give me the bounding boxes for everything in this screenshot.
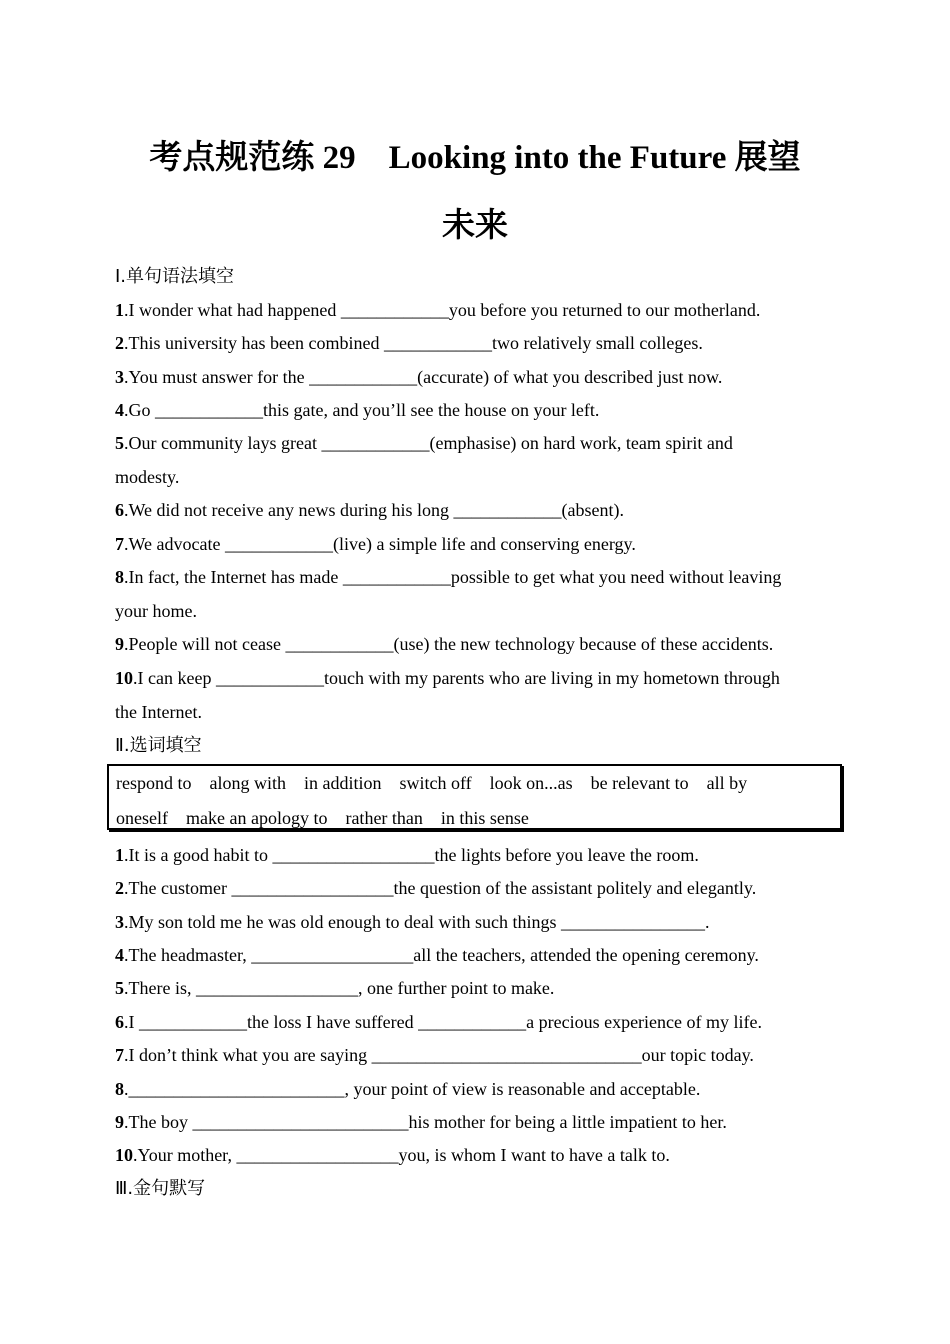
item-number: 10 bbox=[115, 668, 133, 688]
item-number: 8 bbox=[115, 1079, 124, 1099]
item-number: 4 bbox=[115, 945, 124, 965]
item-number: 1 bbox=[115, 300, 124, 320]
item-text: .You must answer for the ____________(accurate) of what you described just now. bbox=[124, 367, 723, 387]
item-text: .The customer __________________the question of the assistant politely and elegantly. bbox=[124, 878, 757, 898]
item-number: 5 bbox=[115, 433, 124, 453]
item-number: 9 bbox=[115, 1112, 124, 1132]
word-bank-line-1 bbox=[116, 771, 765, 795]
s2-item-7 bbox=[115, 1043, 754, 1067]
word-bank-phrase: in addition bbox=[304, 773, 382, 793]
word-bank-phrase: look on...as bbox=[489, 773, 573, 793]
item-number: 4 bbox=[115, 400, 124, 420]
item-number: 2 bbox=[115, 878, 124, 898]
item-text: .________________________, your point of view is reasonable and acceptable. bbox=[124, 1079, 701, 1099]
word-bank-phrase: make an apology to bbox=[185, 808, 328, 828]
item-text: .We did not receive any news during his long ____________(absent). bbox=[124, 500, 624, 520]
item-text: .I ____________the loss I have suffered ____________a precious experience of my life. bbox=[124, 1012, 762, 1032]
s1-item-3 bbox=[115, 365, 722, 389]
s2-item-2 bbox=[115, 876, 756, 900]
item-text: .Your mother, __________________you, is whom I want to have a talk to. bbox=[133, 1145, 670, 1165]
item-number: 7 bbox=[115, 1045, 124, 1065]
word-bank-phrase: along with bbox=[209, 773, 286, 793]
item-number: 2 bbox=[115, 333, 124, 353]
s1-item-7 bbox=[115, 532, 636, 556]
page-title-continued: 未来 bbox=[442, 208, 508, 244]
s2-item-6 bbox=[115, 1010, 762, 1034]
item-text: .Our community lays great ____________(emphasise) on hard work, team spirit and bbox=[124, 433, 733, 453]
item-number: 3 bbox=[115, 912, 124, 932]
item-text: .The boy ________________________his mother for being a little impatient to her. bbox=[124, 1112, 727, 1132]
item-number: 6 bbox=[115, 500, 124, 520]
item-text: .We advocate ____________(live) a simple life and conserving energy. bbox=[124, 534, 636, 554]
word-bank-phrase: all by bbox=[706, 773, 748, 793]
section-2-heading: Ⅱ.选词填空 bbox=[115, 735, 202, 756]
item-text: .I don’t think what you are saying ______________________________our topic today. bbox=[124, 1045, 754, 1065]
word-bank-phrase: be relevant to bbox=[590, 773, 689, 793]
item-number: 10 bbox=[115, 1145, 133, 1165]
word-bank-phrase: rather than bbox=[345, 808, 423, 828]
s2-item-10 bbox=[115, 1143, 670, 1167]
word-bank-phrase: respond to bbox=[116, 773, 192, 793]
section-1-heading: Ⅰ.单句语法填空 bbox=[115, 266, 235, 287]
word-bank-phrase: switch off bbox=[399, 773, 472, 793]
item-number: 7 bbox=[115, 534, 124, 554]
item-text: .In fact, the Internet has made ____________possible to get what you need without leaving bbox=[124, 567, 782, 587]
item-text: .It is a good habit to __________________the lights before you leave the room. bbox=[124, 845, 699, 865]
s1-item-6 bbox=[115, 498, 624, 522]
item-text: .I wonder what had happened ____________you before you returned to our motherland. bbox=[124, 300, 761, 320]
s2-item-3 bbox=[115, 910, 709, 934]
item-text: .There is, __________________, one further point to make. bbox=[124, 978, 555, 998]
s2-item-5 bbox=[115, 976, 554, 1000]
word-bank-box bbox=[107, 764, 842, 830]
page-title: 考点规范练 29 Looking into the Future 展望 bbox=[149, 140, 801, 176]
item-text: .The headmaster, __________________all the teachers, attended the opening ceremony. bbox=[124, 945, 759, 965]
item-text: .I can keep ____________touch with my parents who are living in my hometown through bbox=[133, 668, 780, 688]
s2-item-9 bbox=[115, 1110, 727, 1134]
s2-item-1 bbox=[115, 843, 699, 867]
s1-item-10 bbox=[115, 666, 780, 690]
item-text: .People will not cease ____________(use) the new technology because of these accidents. bbox=[124, 634, 774, 654]
item-number: 8 bbox=[115, 567, 124, 587]
s1-item-5 bbox=[115, 431, 733, 455]
item-text: .My son told me he was old enough to deal with such things ________________. bbox=[124, 912, 710, 932]
s2-item-8 bbox=[115, 1077, 700, 1101]
s1-item-10-continued: the Internet. bbox=[115, 702, 202, 722]
s1-item-1 bbox=[115, 298, 760, 322]
s1-item-9 bbox=[115, 632, 773, 656]
section-3-heading: Ⅲ.金句默写 bbox=[115, 1178, 206, 1199]
item-text: .Go ____________this gate, and you’ll see the house on your left. bbox=[124, 400, 600, 420]
word-bank-line-2 bbox=[116, 806, 547, 830]
item-number: 9 bbox=[115, 634, 124, 654]
s1-item-4 bbox=[115, 398, 599, 422]
item-number: 1 bbox=[115, 845, 124, 865]
s1-item-8 bbox=[115, 565, 781, 589]
item-number: 5 bbox=[115, 978, 124, 998]
s1-item-2 bbox=[115, 331, 703, 355]
item-number: 6 bbox=[115, 1012, 124, 1032]
s2-item-4 bbox=[115, 943, 759, 967]
item-text: .This university has been combined ____________two relatively small colleges. bbox=[124, 333, 703, 353]
word-bank-phrase: in this sense bbox=[440, 808, 529, 828]
s1-item-5-continued: modesty. bbox=[115, 467, 180, 487]
word-bank-phrase: oneself bbox=[116, 808, 168, 828]
s1-item-8-continued: your home. bbox=[115, 601, 197, 621]
item-number: 3 bbox=[115, 367, 124, 387]
